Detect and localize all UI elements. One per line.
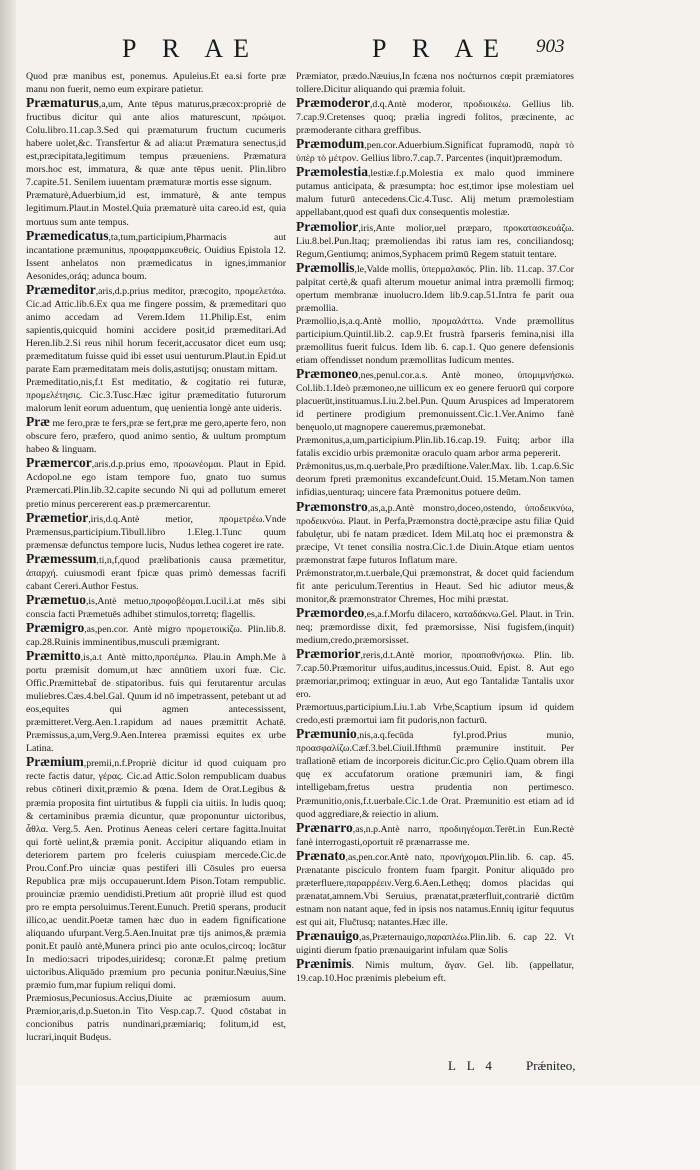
dictionary-entry — [26, 189, 286, 228]
entry-text: ,nis,a.q.fecūda fyl.prod.Prius munio, προασφαλίζω.Cæf.3.bel.Ciuil.Ifthmū præmunire instituit. Per traſlationē etiam de incorporeis dicitur.Cic.pro Cęlio.Quam obrem illa quę ex accufatorum oratione præmuniri iam, & fingi intelligebam,fretus uestra prudentia non pertimesco. Præmunitio,onis,f.t.uerbale.Cic.1.de Orat. Præmunitio est etiam ad id quod aggrediare,& reiectio in alium. — [296, 730, 574, 820]
dictionary-entry — [296, 367, 574, 434]
entry-headword: Prænimis — [296, 956, 352, 972]
dictionary-entry — [296, 315, 574, 367]
entry-headword: Præmium — [26, 754, 84, 770]
dictionary-entry — [296, 606, 574, 647]
entry-headword: Prænarro — [296, 819, 353, 835]
entry-text: ,ta,tum,participium,Pharmacis aut incantatione præmunitus, προφαρμακευθείς. Ouidius Epistola 12. Issent anhelatos non præmedicatus in ignes,immanior Aesonides,oráq; adunca boum. — [26, 231, 286, 282]
entry-headword: Præmedicatus — [26, 227, 109, 243]
entry-headword: Præmorior — [296, 646, 361, 662]
entry-text: Prǽmonstrator,m.t.uerbale,Qui præmonstrat, & docet quid faciendum fit ante periculum.Terentius in Heaut. Sed hic adiutor meus,& monitor,& præmonstrator Chremes, Hoc mihi præstat. — [296, 567, 574, 605]
entry-headword: Præ — [26, 414, 50, 430]
entry-text: Quod præ manibus est, ponemus. Apuleius.Et ea.si forte præ manu non fuerit, nemo eum expirare patietur. — [26, 71, 286, 96]
entry-headword: Prænato — [296, 847, 346, 863]
dictionary-entry — [296, 647, 574, 701]
entry-headword: Præmoderor — [296, 95, 370, 111]
dictionary-entry — [26, 283, 286, 376]
dictionary-entry — [296, 567, 574, 606]
entry-text: ,iris,d.q.Antè metior, προμετρέω.Vnde Præmensus,participium.Tibull.libro 1.Eleg.1.Tunc quum præmensæ defunctus tempore lucis, Nudus lethea cogeret ire rate. — [26, 513, 286, 551]
entry-headword: Præmordeo — [296, 604, 365, 620]
dictionary-entry — [296, 821, 574, 849]
entry-text: ,as,a,p.Antè monstro,doceo,ostendo, ὑποδεικνύω, προδεικνύω. Plaut. in Perfa,Præmonstra doctè,præcipe astu filiæ Quid fabulętur, ubi fe natam prædicet. Idem Mil.atq hoc ei præmonstra & præcipe, Vt tenet consilia nostra.Cic.1.de Diuin.Atque etiam uentos præmonstrat fæpe futuros Inflatum mare. — [296, 502, 574, 566]
entry-text: ,nes,penul.cor.a.s. Antè moneo, ὑπομιμνήσκω. Col.lib.1.Ideò præmoneo,ne uillicum ex eo genere feruorū qui corpore placuerūt,instituamus.Liu.2.bel.Pun. Quum Aruspices ad Imperatorem id pertinere prodigium premonuissent.Cic.1.Ver.Animo fanè benęuolo,ut magnopere caueremus,præmonebat. — [296, 370, 574, 434]
dictionary-entry — [296, 957, 574, 985]
entry-text: ,aris.d.p.prius emo, προωνέομαι. Plaut in Epid. Acdopol.ne ego istam tempore fuo, gnato tuo sumus Præmercati.Plin.lib.32.capite secundo Ni qui ad pollutum emeret pretio minus percererent eas.p præmercarentur. — [26, 459, 286, 510]
entry-headword: Prænauigo — [296, 928, 360, 943]
dictionary-entry — [26, 511, 286, 552]
dictionary-entry — [26, 649, 286, 755]
entry-text: Præmaturè,Aduerbium,id est, immaturè, & ante tempus legitimum.Plaut.in Mostel.Quia præmaturè uita careo.id est, quia mortuus sum ante tempus. — [26, 190, 286, 228]
entry-headword: Præmodum — [296, 136, 365, 152]
entry-text: Prǽmonitus,us,m.q.uerbale,Pro prædiſtione.Valer.Max. lib. 1.cap.6.Sic deorum fpreti præmonitus excandefcunt.Ouid. 15.Metam.Non tamen infidias,uenturaq; uincere fata Præmonitus potuere deūm. — [296, 461, 574, 499]
entry-text: ,es,a.f.Morfu dilacero, καταδάκνω.Gel. Plaut. in Trin. neq; præmordisse dixit, fed præmorsisse, Nisi fugisfem,(inquit) medium,credo,præmorsisset. — [296, 608, 574, 646]
entry-text: . Nimis multum, ἄγαν. Gel. lib. (appellatur, 19.cap.10.Hoc prænimis plebeium eft. — [296, 960, 574, 985]
entry-text: ,ti,n,f,quod prælibationis causa præmetitur, ἀπαρχή. cuiusmodi erant fpicæ quas primò demessas facrifi cabant Cereri.Author Festus. — [26, 554, 286, 592]
dictionary-entry — [26, 415, 286, 456]
dictionary-entry — [26, 96, 286, 189]
dictionary-entry — [26, 593, 286, 621]
dictionary-entry — [296, 500, 574, 567]
dictionary-entry — [296, 261, 574, 315]
dictionary-entry — [26, 552, 286, 593]
entry-text: Præmonitus,a,um,participium.Plin.lib.16.cap.19. Fuitq; arbor illa fatalis excidio urbis præmonitæ oraculo quam arbor arma pepererit. — [296, 435, 574, 460]
entry-text: Præmollio,is,a.q.Antè mollio, προμαλάττω. Vnde præmollitus participium.Quintil.lib.2. cap.9.Et frustrà fparseris femina,nisi illa præmollitus fuerit fulcus. Idem lib. 6. cap.1. Quo genere defensionis etiam offendisset nondum præmollitas Iudicum mentes. — [296, 315, 574, 366]
entry-text: ,premii,n.f.Propriè dicitur id quod cuiquam pro recte factis datur, γέρας. Cic.ad Attic.Solon rempublicam duabus rebus cōtineri dixit,præmio & pœna. Idem de Orat.Legibus & præmia proposita fint uirtutibus & fuppli cia uitiis. In ludis quoq; & certaminibus præmia dicuntur, quæ proponuntur uictoribus, ἆθλα. Verg.5. Aen. Protinus Aeneas celeri certare fagitta.Inuitat qui fortè uelint,& præmia ponit. Accipitur aliquando etiam in deteriorem partem pro fceleris cuiuspiam mercede.Cic.de Prou.Conf.Pro uinciæ quas pestiferi illi Cōsules pro euersa Republica præ mijs occupauerunt.Idem Pison.Totam rempublic. prouinciæ præmio uendidisti.Pretium aūt propriè illud est quod pro re empta persoluimus.Terent.Eunuch. Pretiū sperans, producit illico,ac uendit.Poetæ tamen hæc duo in eadem fignificatione aliquando ufurpant.Verg.5.Aen.Inuitat præ tijs animos,& præmia ponit.Et paulò antè,Munera princi pio ante oculos,circoq; locātur In medio:sacri tripodes,uiridesq; coronæ.Et palmę pretium uictoribus.Aliquādo præmium pro pecunia ponitur.Næuius,Sine præmio fum,mar fupium reliqui domi. — [26, 758, 286, 992]
catchword: Prǽniteo, — [526, 1058, 576, 1073]
running-head-right: P R AE — [372, 34, 510, 63]
left-column — [26, 70, 286, 1044]
dictionary-entry — [296, 220, 574, 261]
dictionary-entry — [26, 70, 286, 96]
dictionary-entry — [296, 434, 574, 460]
dictionary-entry — [26, 376, 286, 415]
entry-text: Præmortuus,participium.Liu.1.ab Vrbe,Scaptium ipsum id quidem credo,esti præmortui iam fit pudoris,non facturū. — [296, 702, 574, 727]
entry-text: ,aris,d.p.prius meditor, præcogito, προμελετάω. Cic.ad Attic.lib.6.Ex qua me fingere possim, & præmeditari quo animo accedam ad Verem.Idem 11.Philip.Est, enim sapientis,quicquid homini accidere posit,id præmeditari.Ad Heren.lib.2.Si reus nihil horum fecerit,accusator dicet eum usq; præmeditatum fuisse quid ibi esset usui uenturum.Plaut.in Epid.ut parate Eam præmeditatam meis dolis,astutijsq; onustam mittam. — [26, 285, 286, 376]
entry-text: ,is,Antè metuo,προφοβέομαι.Lucil.i.at mēs sibi conscia facti Præmetuēs adhibet stimulos,torretq; flagellis. — [26, 595, 286, 620]
bottom-margin — [16, 1085, 700, 1170]
dictionary-entry — [296, 137, 574, 165]
entry-headword: Præmoneo — [296, 366, 359, 382]
dictionary-entry — [26, 992, 286, 1044]
entry-headword: Præmeditor — [26, 281, 96, 297]
entry-text: ,d.q.Antè moderor, προδιοικέω. Gellius lib. 7.cap.9.Cretenses quoq; prælia ingredi folitos, præcinente, ac præmoderante cithara greffibus. — [296, 99, 574, 137]
entry-text: ,as,pen.cor.Antè nato, προνήχομαι.Plin.lib. 6. cap. 45. Prænatante pisciculo frontem fuam fpargit. Ponitur aliquādo pro præterfluere,παραρρέειν.Verg.6.Aen.Lethęq; domos placidas qui prænatat,amnem.Vbi Seruius, prænatat,præterfluit,contrariè dictūm estnam non natant aque, fed in ipsis nos natamus.Ennių igitur fequutus est qui ait, Flučtusq; natantes.Hæc ille. — [296, 851, 574, 928]
dictionary-entry — [296, 96, 574, 137]
entry-headword: Præmolior — [296, 218, 359, 234]
entry-text: ,lestiæ.f.p.Molestia ex malo quod imminere putamus anticipata, & præsumpta: hoc est,timor ipse molestiam uel malum futurū antecedens.Cic.4.Tusc. Alij metum præmolestiam appellabant,quod est quafi dux consequentis molestiæ. — [296, 168, 574, 219]
entry-headword: Præmunio — [296, 726, 357, 742]
entry-text: Præmiator, prædo.Næuius,In fcæna nos noćturnos cœpit præmiatores tollere.Dicitur aliquando qui præmia foluit. — [296, 71, 574, 96]
dictionary-entry — [296, 849, 574, 929]
entry-text: Præmeditatio,nis,f.t Est meditatio, & cogitatio rei futuræ, προμελέτησις. Cic.3.Tusc.Hæc igitur præmeditatio futurorum malorum lenit eorum aduentum, quę uenientia longè ante uideris. — [26, 377, 286, 415]
signature-mark: L L 4 — [448, 1058, 496, 1073]
entry-text: me fero,præ te fers,præ se fert,præ me gero,aperte fero, non obscure fero, præfero, quod animo sentio, & uultum promptum habeo & linguam. — [26, 418, 286, 456]
page-number: 903 — [536, 36, 565, 57]
entry-headword: Præmollis — [296, 259, 355, 275]
dictionary-entry — [296, 701, 574, 727]
dictionary-entry — [26, 456, 286, 510]
dictionary-entry — [296, 70, 574, 96]
entry-headword: Præmaturus — [26, 95, 99, 111]
dictionary-entry — [296, 165, 574, 219]
entry-text: ,as,Præternauigo,παραπλέω.Plin.lib. 6. cap 22. Vt uiginti dierum fpatio prænauigarint infulam quæ Solis — [296, 932, 574, 957]
entry-text: ,le,Valde mollis, ὑπερμαλακός. Plin. lib. 11.cap. 37.Cor palpitat certè,& quafi alterum mouetur animal intra præmolli firmoq; opertum membranæ inuolucro.Idem lib.9.cap.51.Intra fe parit oua præmollia. — [296, 263, 574, 314]
running-head-left: P R AE — [122, 34, 260, 63]
dictionary-entry — [26, 755, 286, 992]
entry-headword: Præmetior — [26, 509, 89, 525]
entry-text: ,iris,Ante molior,uel præparo, προκατασκευάζω. Liu.8.bel.Pun.Itaq; præmoliendas ibi ratus iam res, conciliandosq; Regum,Gentiumq; animos,Syphacem primū Regem statuit tentare. — [296, 222, 574, 260]
entry-headword: Præmitto — [26, 648, 81, 664]
dictionary-entry — [26, 229, 286, 283]
entry-headword: Præmessum — [26, 550, 97, 566]
entry-headword: Præmetuo — [26, 591, 86, 607]
entry-headword: Præmigro — [26, 619, 85, 635]
dictionary-entry — [296, 929, 574, 957]
dictionary-entry — [296, 727, 574, 820]
entry-headword: Præmolestia — [296, 164, 368, 180]
right-column — [296, 70, 574, 1050]
entry-text: ,a,um, Ante tēpus maturus,præcox:propriè de fructibus dicitur quì ante alios maturescunt, πρώιμοι. Colu.libro.11.cap.3.Sed qui præmaturum fructum cucumeris habere uolet,&c. Transfertur & ad alia:ut Præmatura senectus,id est,præcipitata,legitimum tempus præueniens. Præmatura mors.hoc est, immatura, & quæ ante tēpus uenit. Plin.libro 7.capite.51. Senilem iuuentam præmaturæ mortis esse signum. — [26, 99, 286, 189]
page-gutter — [0, 0, 16, 1170]
entry-text: ,reris,d.t.Antè morior, προαποθνήσκω. Plin. lib. 7.cap.50.Præmoritur uifus,auditus,incessus.Ouid. Epist. 8. Aut ego præmoriar,primoq; extinguar in æuo, Aut ego Tantalidæ Tantalis uxor ero. — [296, 650, 574, 701]
entry-text: Præmiosus,Pecuniosus.Accius,Diuite ac præmiosum auum. Præmior,aris,d.p.Sueton.in Tito Vesp.cap.7. Quod cōstabat in concionibus patris nundinari,præmiariq; folitum,id est, lucrari,inquit Budęus. — [26, 993, 286, 1044]
entry-text: ,is,a.t Antè mitto,προπέμπω. Plau.in Amph.Me à portu præmisit domum,ut hæc annūtiem uxori fuæ. Cic. Offic.Præmittebat̄ de stipatoribus. fuis qui ferutarentur arculas muliebres.Cæs.4.bel.Gal. Quum id nō impetrassent, petebant ut ad eos,equites qui agmen antecessissent, præmitteret.Verg.Aen.1.rapidum ad naues præmittit Achatē. Præmissus,a,um,Verg.9.Aen.Interea præmissi equites ex urbe Latina. — [26, 652, 286, 755]
entry-text: ,pen.cor.Aduerbium.Significat fupramodū, παρὰ τὸ ὑπὲρ τὸ μέτρον. Gellius libro.7.cap.7. Parcentes (inquit)præmodum. — [296, 140, 574, 165]
entry-headword: Præmercor — [26, 455, 92, 471]
entry-text: ,as,pen.cor. Antè migro προμετοικίζω. Plin.lib.8. cap.28.Ruinis imminentibus,musculi præmigrant. — [26, 623, 286, 648]
dictionary-entry — [296, 460, 574, 499]
entry-headword: Præmonstro — [296, 498, 368, 514]
entry-text: ,as,n.p.Antè narro, προδιηγέομαι.Terēt.in Eun.Rectè fanè interrogasti,oportuit rē prænarrasse me. — [296, 823, 574, 848]
dictionary-entry — [26, 621, 286, 649]
